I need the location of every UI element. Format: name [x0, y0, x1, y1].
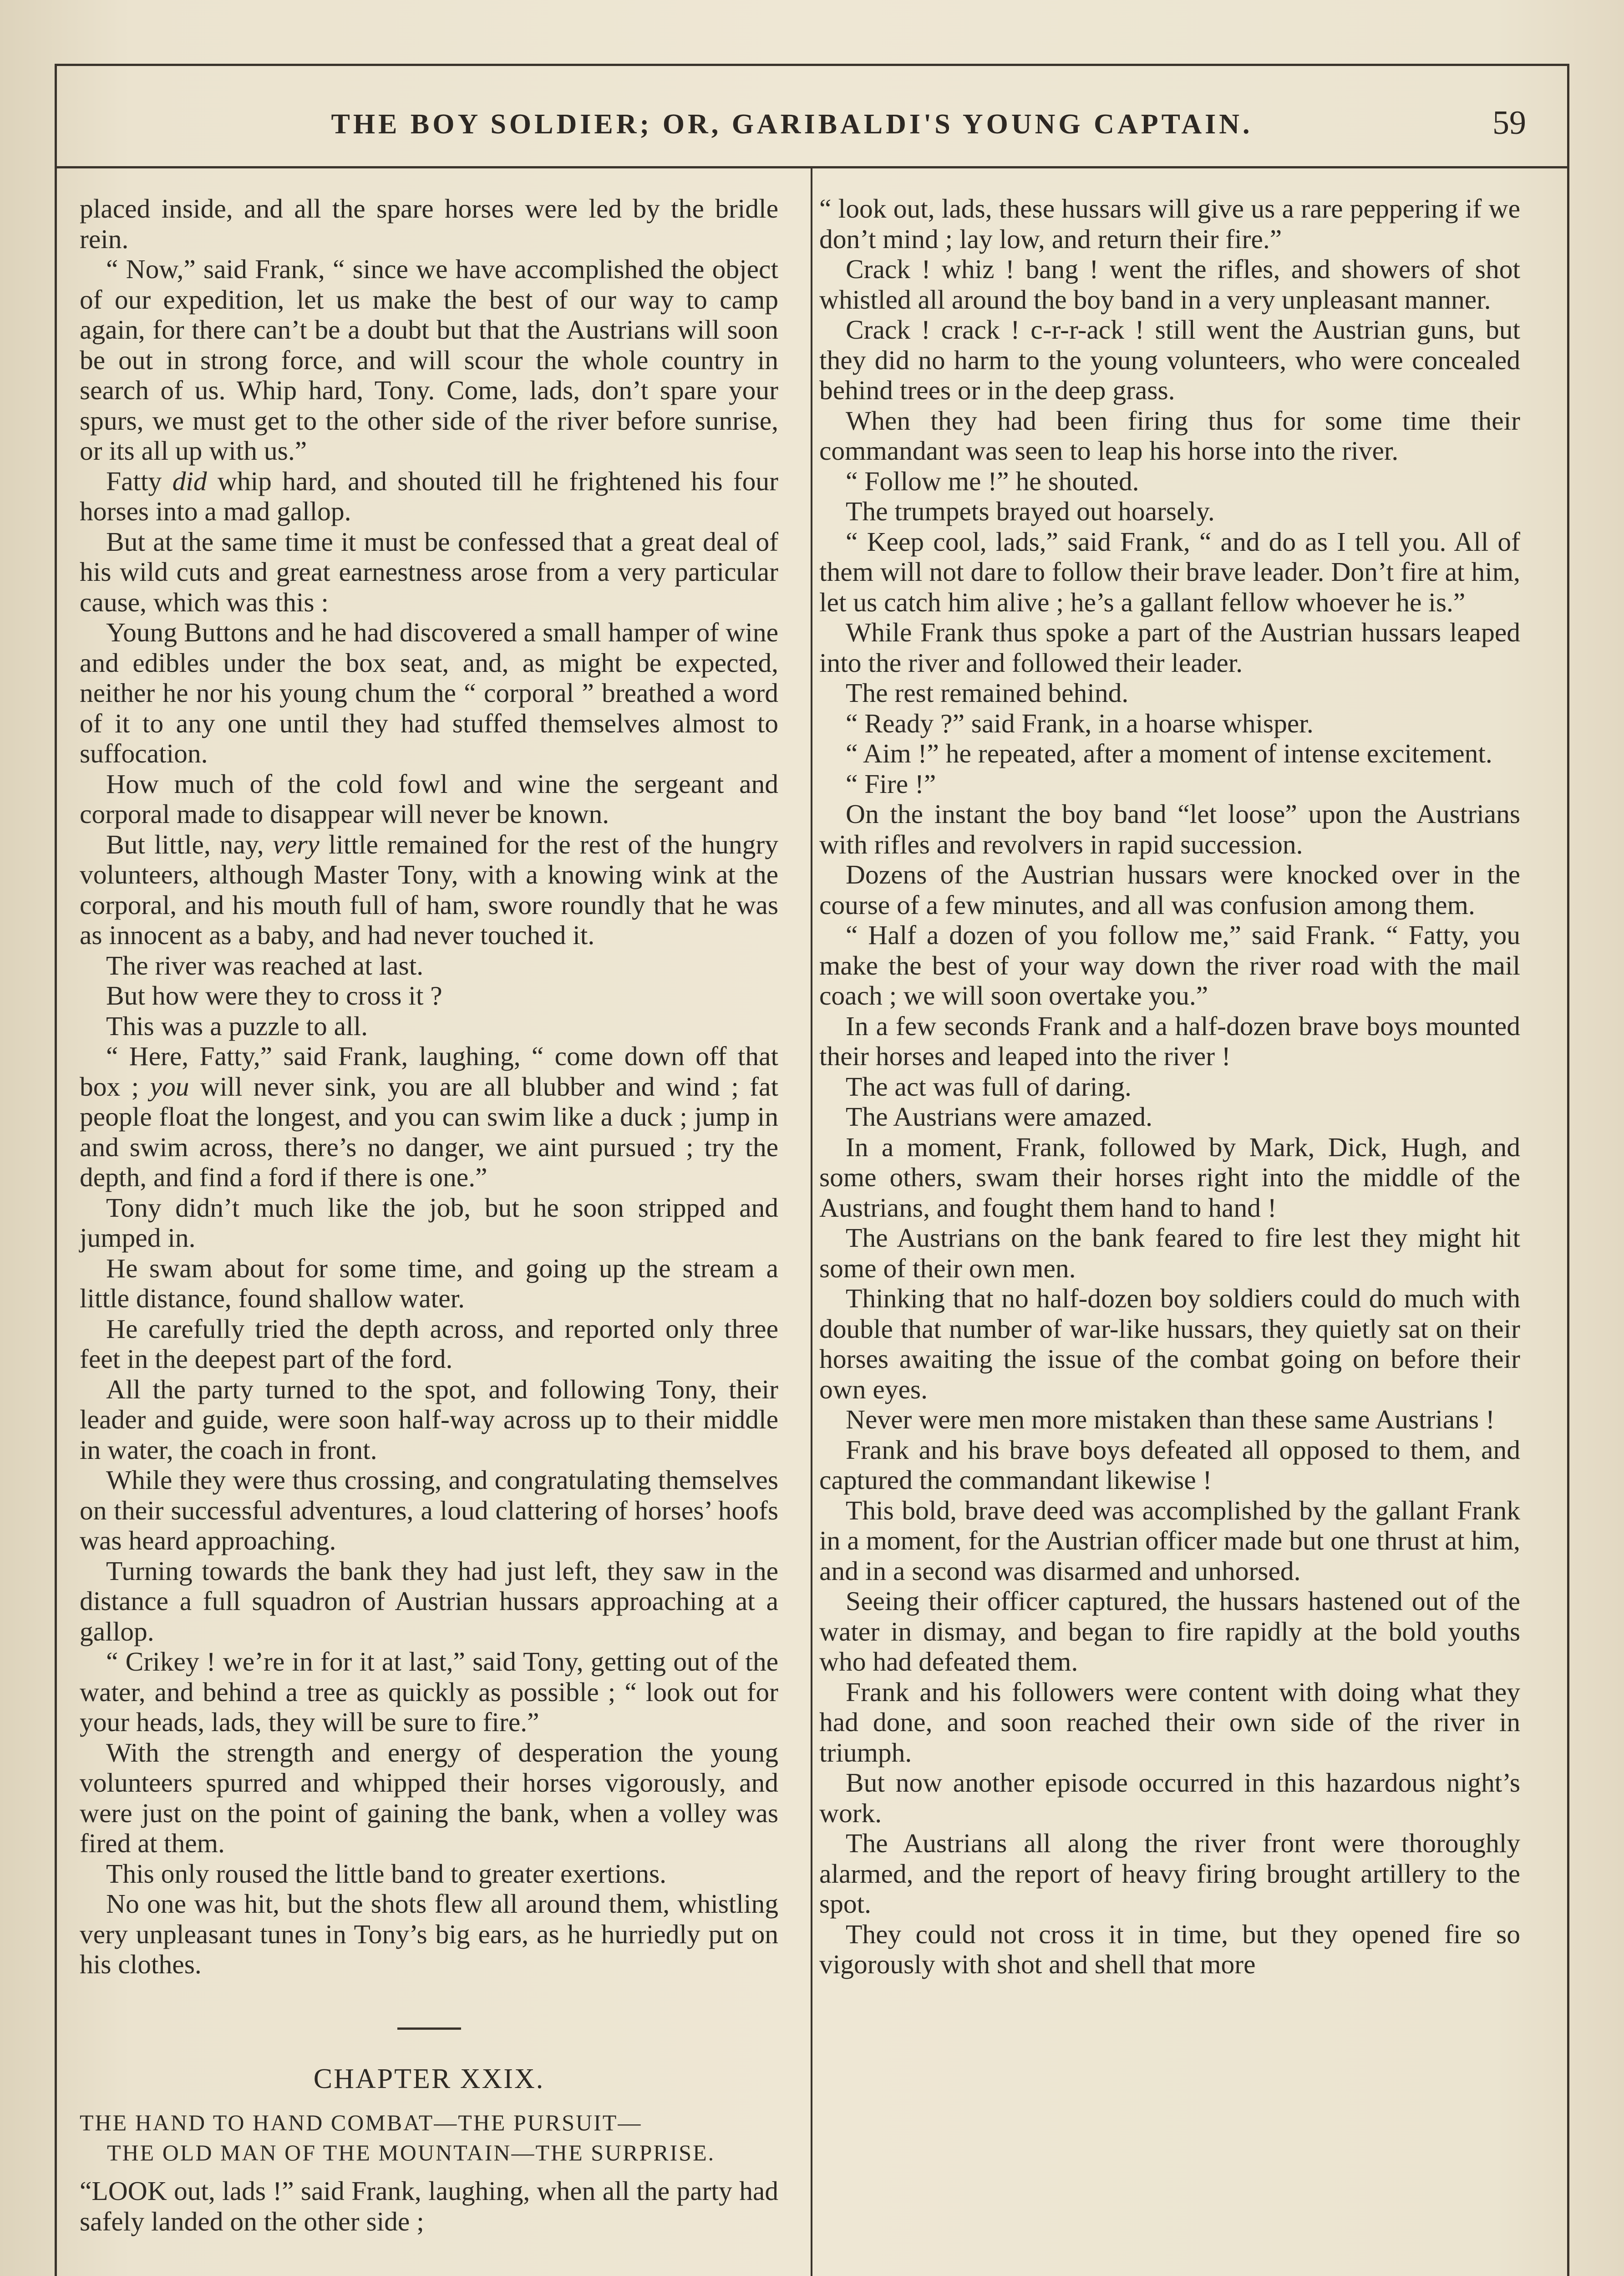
paragraph: Thinking that no half-dozen boy soldiers could do much with double that number of war-like hussars, they quietly sat on their horses awaiting the issue of the combat going on before their own eyes. — [819, 1283, 1520, 1404]
paragraph: The Austrians on the bank feared to fire lest they might hit some of their own men. — [819, 1223, 1520, 1283]
left-border — [55, 64, 57, 2276]
paragraph: Young Buttons and he had discovered a small hamper of wine and edibles under the box seat, and, as might be expected, neither he nor his young chum the “ corporal ” breathed a word of it to any one until they had stuffed themselves almost to suffocation. — [80, 617, 778, 768]
paragraph: “ Half a dozen of you follow me,” said Frank. “ Fatty, you make the best of your way down the river road with the mail coach ; we will soon overtake you.” — [819, 920, 1520, 1011]
paragraph: Frank and his followers were content with doing what they had done, and soon reached their own side of the river in triumph. — [819, 1677, 1520, 1768]
paragraph: Dozens of the Austrian hussars were knocked over in the course of a few minutes, and all was confusion among them. — [819, 859, 1520, 920]
left-paragraphs — [80, 193, 778, 1980]
paragraph: This was a puzzle to all. — [106, 1011, 368, 1041]
paragraph: “ Follow me !” he shouted. — [846, 466, 1139, 496]
paragraph: The Austrians all along the river front were thoroughly alarmed, and the report of heavy firing brought artillery to the spot. — [819, 1828, 1520, 1919]
section-divider — [397, 2027, 461, 2030]
paragraph: On the instant the boy band “let loose” upon the Austrians with rifles and revolvers in rapid succession. — [819, 799, 1520, 859]
paragraph: “ look out, lads, these hussars will give us a rare peppering if we don’t mind ; lay low, and return their fire.” — [819, 193, 1520, 254]
paragraph: But little, nay, very little remained for the rest of the hungry volunteers, although Master Tony, with a knowing wink at the corporal, and his mouth full of ham, swore roundly that he was as innocent as a baby, and had never touched it. — [80, 829, 778, 950]
paragraph: Tony didn’t much like the job, but he soon stripped and jumped in. — [80, 1192, 778, 1253]
paragraph: But how were they to cross it ? — [106, 981, 442, 1011]
chapter-subtitle-rest: THE OLD MAN OF THE MOUNTAIN—THE SURPRISE. — [107, 2140, 716, 2165]
paragraph: The rest remained behind. — [846, 678, 1129, 708]
paragraph: Never were men more mistaken than these same Austrians ! — [846, 1404, 1495, 1434]
paragraph: Crack ! crack ! c-r-r-ack ! still went the Austrian guns, but they did no harm to the young volunteers, who were concealed behind trees or in the deep grass. — [819, 315, 1520, 405]
paragraph: In a moment, Frank, followed by Mark, Dick, Hugh, and some others, swam their horses right into the middle of the Austrians, and fought them hand to hand ! — [819, 1132, 1520, 1223]
paragraph: The trumpets brayed out hoarsely. — [846, 496, 1215, 526]
right-column — [819, 193, 1520, 1980]
paragraph: But now another episode occurred in this hazardous night’s work. — [819, 1768, 1520, 1828]
paragraph: Turning towards the bank they had just left, they saw in the distance a full squadron of Austrian hussars approaching at a gallop. — [80, 1555, 778, 1646]
paragraph: He swam about for some time, and going up the stream a little distance, found shallow water. — [80, 1253, 778, 1313]
paragraph: “ Ready ?” said Frank, in a hoarse whisper. — [846, 708, 1314, 738]
paragraph: Frank and his brave boys defeated all opposed to them, and captured the commandant likewise ! — [819, 1434, 1520, 1495]
paragraph: “ Here, Fatty,” said Frank, laughing, “ come down off that box ; you will never sink, you are all blubber and wind ; fat people float the longest, and you can swim like a duck ; jump in and swim across, there’s no danger, we aint pursued ; try the depth, and find a ford if there is one.” — [80, 1041, 779, 1192]
paragraph: The Austrians were amazed. — [846, 1102, 1153, 1132]
paragraph: While they were thus crossing, and congratulating themselves on their successful adventures, a loud clattering of horses’ hoofs was heard approaching. — [80, 1465, 778, 1555]
paragraph: This only roused the little band to greater exertions. — [106, 1858, 666, 1889]
running-title: THE BOY SOLDIER; OR, GARIBALDI'S YOUNG CAPTAIN. — [331, 109, 1253, 140]
paragraph: The act was full of daring. — [846, 1071, 1132, 1102]
chapter-title: CHAPTER XXIX. — [313, 2063, 545, 2094]
paragraph: They could not cross it in time, but they opened fire so vigorously with shot and shell that more — [819, 1919, 1520, 1979]
paragraph: The river was reached at last. — [106, 950, 424, 981]
paragraph: When they had been firing thus for some time their commandant was seen to leap his horse into the river. — [819, 405, 1520, 466]
paragraph: How much of the cold fowl and wine the sergeant and corporal made to disappear will never be known. — [80, 768, 778, 829]
paragraph: With the strength and energy of desperation the young volunteers spurred and whipped their horses vigorously, and were just on the point of gaining the bank, when a volley was fired at them. — [80, 1737, 778, 1858]
paragraph: “ Crikey ! we’re in for it at last,” said Tony, getting out of the water, and behind a tree as quickly as possible ; “ look out for your heads, lads, they will be sure to fire.” — [80, 1646, 778, 1737]
page-number: 59 — [1492, 104, 1526, 142]
left-column — [80, 193, 778, 2236]
paragraph: “ Aim !” he repeated, after a moment of intense excitement. — [846, 738, 1492, 768]
paragraph: “ Fire !” — [846, 768, 936, 799]
chapter-subtitle — [80, 2108, 778, 2168]
paragraph: placed inside, and all the spare horses were led by the bridle rein. — [80, 193, 778, 254]
chapter-subtitle-line1: THE HAND TO HAND COMBAT—THE PURSUIT— — [80, 2110, 642, 2135]
right-border — [1567, 64, 1569, 2276]
paragraph: “ Now,” said Frank, “ since we have accomplished the object of our expedition, let us make the best of our way to camp again, for there can’t be a doubt but that the Austrians will soon be out in strong force, and will scour the whole country in search of us. Whip hard, Tony. Come, lads, don’t spare your spurs, we must get to the other side of the river before sunrise, or its all up with us.” — [80, 254, 778, 466]
chapter-opening: “LOOK out, lads !” said Frank, laughing, when all the party had safely landed on the other side ; — [80, 2176, 778, 2236]
paragraph: While Frank thus spoke a part of the Austrian hussars leaped into the river and followed their leader. — [819, 617, 1520, 678]
top-rule — [55, 64, 1569, 66]
right-paragraphs — [819, 193, 1520, 1980]
paragraph: Fatty did whip hard, and shouted till he frightened his four horses into a mad gallop. — [80, 466, 779, 526]
paragraph: All the party turned to the spot, and following Tony, their leader and guide, were soon half-way across up to their middle in water, the coach in front. — [80, 1374, 778, 1465]
paragraph: In a few seconds Frank and a half-dozen brave boys mounted their horses and leaped into the river ! — [819, 1011, 1520, 1071]
paragraph: “ Keep cool, lads,” said Frank, “ and do as I tell you. All of them will not dare to follow their brave leader. Don’t fire at him, let us catch him alive ; he’s a gallant fellow whoever he is.” — [819, 526, 1520, 617]
column-divider — [811, 168, 812, 2276]
paragraph: He carefully tried the depth across, and reported only three feet in the deepest part of the ford. — [80, 1313, 778, 1374]
paragraph: But at the same time it must be confessed that a great deal of his wild cuts and great earnestness arose from a very particular cause, which was this : — [80, 526, 778, 617]
paragraph: This bold, brave deed was accomplished by the gallant Frank in a moment, for the Austrian officer made but one thrust at him, and in a second was disarmed and unhorsed. — [819, 1495, 1520, 1586]
paragraph: Seeing their officer captured, the hussars hastened out of the water in dismay, and began to fire rapidly at the bold youths who had defeated them. — [819, 1586, 1520, 1677]
paragraph: Crack ! whiz ! bang ! went the rifles, and showers of shot whistled all around the boy band in a very unpleasant manner. — [819, 254, 1520, 315]
paragraph: No one was hit, but the shots flew all around them, whistling very unpleasant tunes in Tony’s big ears, as he hurriedly put on his clothes. — [80, 1889, 778, 1979]
